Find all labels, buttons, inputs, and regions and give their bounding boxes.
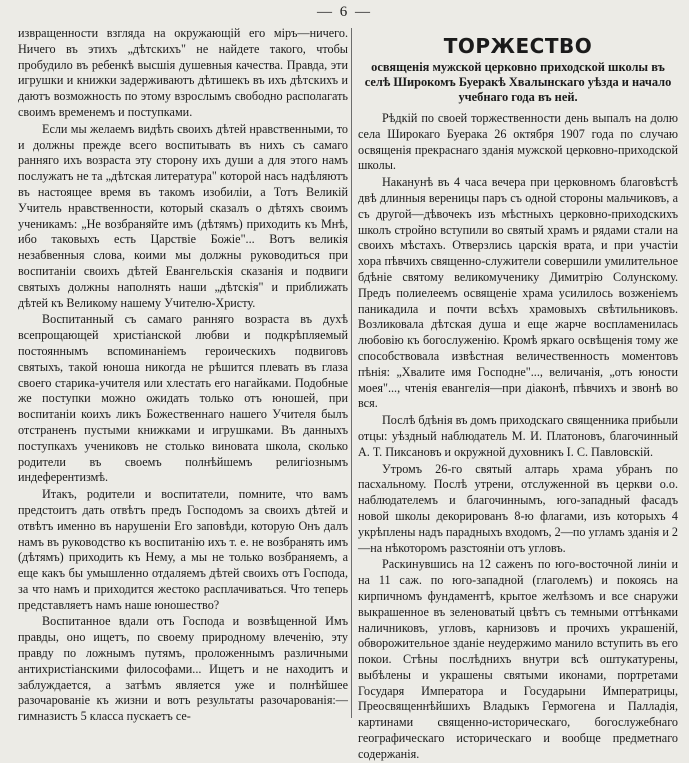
paragraph: Воспитанный съ самаго ранняго возраста въ духѣ всепрощающей христіанской любви и подкрѣпляемый постояннымъ вспоминаніемъ героическихъ подвиговъ святыхъ, такой юноша никогда не рѣшится плевать въ глаза своего старика-учителя или хлестать его нагайками. Подобные же поступки можно ожидать только отъ юношей, при воспитаніи коихъ ликъ Божественнаго нашего Учителя былъ отстраненъ пустыми книжками и игрушками. Въ данныхъ поступкахъ учениковъ не столько виновата школа, сколько родители въ своемъ полнѣйшемъ религіознымъ индеферентизмѣ. bbox=[18, 312, 348, 485]
column-divider bbox=[351, 28, 352, 718]
paragraph: Итакъ, родители и воспитатели, помните, что вамъ предстоитъ дать отвѣтъ предъ Господомъ за своихъ дѣтей и отвѣтъ именно въ нарушеніи Его заповѣди, которую Онъ далъ намъ въ руководство къ воспитанію ихъ т. е. не возбранять имъ (дѣтямъ) приходить къ Нему, а мы не только возбраняемъ, а еще какъ бы умышленно отдаляемъ дѣтей своихъ отъ Господа, за что намъ и приходится жестоко расплачиваться. Что теперь представляетъ намъ наше юношество? bbox=[18, 487, 348, 612]
article-heading: ТОРЖЕСТВО bbox=[443, 34, 593, 58]
right-column bbox=[358, 26, 678, 761]
paragraph: Если мы желаемъ видѣть своихъ дѣтей нравственными, то и должны прежде всего воспитывать въ нихъ съ самаго ранняго ихъ возраста эту сторону ихъ души а для этого намъ послужатъ не та „дѣтская литература" которой насъ надѣляютъ въ настоящее время въ такомъ изобиліи, а Тотъ Великій Учитель нравственности, который сказалъ о дѣтяхъ своимъ ученикамъ: „Не возбраняйте имъ (дѣтямъ) приходить къ Мнѣ, ибо таковыхъ есть Царствіе Божіе"... Вотъ великія незабвенныя слова, коими мы должны руководиться при воспитаніи своихъ дѣтей Евангельскія сказанія и подвиги святыхъ должны наполнять наши „дѣтскія" и приближать дѣтей къ Великому нашему Учителю-Христу. bbox=[18, 121, 348, 310]
paragraph: извращенности взгляда на окружающій его міръ—ничего. Ничего въ этихъ „дѣтскихъ" не найдете такого, чтобы пробудило въ ребенкѣ высшія душевныя качества. Правда, эти игрушки и книжки задерживаютъ дѣтишекъ въ ихъ дѣтскихъ и даютъ возможность по этому взрослымъ свободно располагать своимъ временемъ и поступками. bbox=[18, 26, 348, 119]
paragraph: Утромъ 26-го святый алтарь храма убранъ по пасхальному. Послѣ утрени, отслуженной въ церкви о.о. наблюдателемъ и благочиннымъ, юго-западный фасадъ новой школы декорированъ 8-ю флагами, изъ которыхъ 4 укрѣплены надъ парадныхъ входомъ, 2—по угламъ зданія и 2—на нѣкоторомъ разстояніи отъ угловъ. bbox=[358, 461, 678, 555]
paragraph: Послѣ бдѣнія въ домъ приходскаго священника прибыли отцы: уѣздный наблюдатель М. И. Платоновъ, благочинный А. Т. Пиксановъ и окружной духовникъ I. С. Павловскій. bbox=[358, 413, 678, 459]
article-subheading: освященія мужской церковно приходской школы въ селѣ Широкомъ Буеракѣ Хвалынскаго уѣзда и начало учебнаго года въ ней. bbox=[364, 60, 672, 104]
paragraph: Воспитанное вдали отъ Господа и возвѣщенной Имъ правды, оно ищетъ, по своему природному влеченію, эту правду по ложнымъ путямъ, проложеннымъ различными антихристіанскими философами... Ищетъ и не находитъ и заблуждается, а затѣмъ является уже и полнѣйшее разочарованіе къ жизни и вотъ результаты разочарованія:—гимназистъ 5 класса пускаетъ се- bbox=[18, 614, 348, 724]
paragraph: Раскинувшись на 12 саженъ по юго-восточной линіи и на 11 саж. по юго-западной (глаголемъ) и покоясь на кирпичномъ фундаментѣ, крытое желѣзомъ и все снаружи выкрашенное въ зеленоватый цвѣтъ съ темными оттѣнками наличниковъ, угловъ, карнизовъ и прочихъ украшеній, обворожительное зданіе неудержимо манило вступить въ его покои. Стѣны послѣднихъ внутри всѣ оштукатурены, выбѣлены и украшены святыми иконами, портретами Государя Императора и Государыни Императрицы, Преосвященнѣйшихъ Владыкъ Гермогена и Палладія, картинами священно-историческаго, богослужебнаго географическаго историческаго и вообще предметнаго содержанія. bbox=[358, 557, 678, 761]
page-number: — 6 — bbox=[317, 4, 372, 20]
left-column bbox=[18, 26, 348, 724]
paragraph: Наканунѣ въ 4 часа вечера при церковномъ благовѣстѣ двѣ длинныя вереницы паръ съ одной стороны мальчиковъ, а съ другой—дѣвочекъ изъ мѣстныхъ церковно-приходскихъ школъ стройно вступили во святый храмъ и рядами стали на своихъ мѣстахъ. Отверзлись царскія врата, и при участіи хора пѣвчихъ священно-служители совершили умилительное бдѣніе святому великомученику Димитрію Солунскому. Предъ полиелеемъ освященіе храма усилилось возженіемъ паникадила и почти всѣхъ храмовыхъ свѣтильниковъ. Возликовала дѣтская душа и еще жарче воспламенилась любовію къ богослуженію. Кромѣ яркаго освѣщенія тому же способствовала извѣстная величественность моментовъ пѣнія: „Хвалите имя Господне"..., величанія, „отъ юности моея"..., чтенія евангелія—при діаконѣ, пѣвчихъ и звонѣ во вся. bbox=[358, 175, 678, 411]
paragraph: Рѣдкій по своей торжественности день выпалъ на долю села Широкаго Буерака 26 октября 1907 года по случаю освященія прекраснаго зданія мужской церковно-приходской школы. bbox=[358, 111, 678, 173]
